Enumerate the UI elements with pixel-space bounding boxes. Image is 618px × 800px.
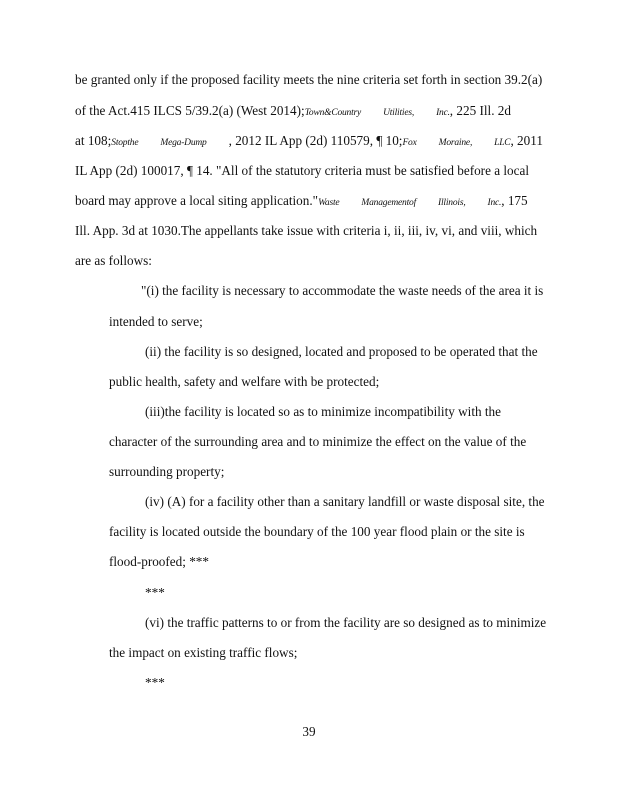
- page-number: 39: [302, 724, 316, 739]
- case-name-italic: Stopthe Mega-Dump: [111, 138, 207, 148]
- quote-line: facility is located outside the boundary of the 100 year flood plain or the site is: [109, 524, 525, 539]
- case-name-italic: Waste Managementof Illinois, Inc.: [318, 198, 502, 208]
- quote-line: intended to serve;: [109, 314, 203, 329]
- quote-line: "(i) the facility is necessary to accommodate the waste needs of the area it is: [141, 283, 544, 298]
- quote-line: surrounding property;: [109, 464, 225, 479]
- ellipsis-stars: ***: [145, 675, 165, 690]
- text-line: be granted only if the proposed facility meets the nine criteria set forth in section 39.2(a): [75, 72, 543, 87]
- quote-line: character of the surrounding area and to minimize the effect on the value of the: [109, 434, 527, 449]
- text-line: are as follows:: [75, 253, 152, 268]
- quote-line: (iii)the facility is located so as to minimize incompatibility with the: [145, 404, 501, 419]
- text-line: Ill. App. 3d at 1030.The appellants take issue with criteria i, ii, iii, iv, vi, and viii, which: [75, 223, 538, 238]
- quote-line: public health, safety and welfare with be protected;: [109, 374, 380, 389]
- case-name-italic: Town&Country Utilities, Inc.: [304, 108, 450, 118]
- case-name-italic: Fox Moraine, LLC: [402, 138, 511, 148]
- quote-line: the impact on existing traffic flows;: [109, 645, 298, 660]
- text-line: board may approve a local siting application."Waste Managementof Illinois, Inc., 175: [75, 193, 528, 208]
- text-line: IL App (2d) 100017, ¶ 14. "All of the statutory criteria must be satisfied before a local: [75, 163, 529, 178]
- quote-line: (ii) the facility is so designed, located and proposed to be operated that the: [145, 344, 538, 359]
- quote-line: (iv) (A) for a facility other than a sanitary landfill or waste disposal site, the: [145, 494, 545, 509]
- quote-line: (vi) the traffic patterns to or from the facility are so designed as to minimize: [145, 615, 547, 630]
- quote-line: flood-proofed; ***: [109, 554, 209, 569]
- ellipsis-stars: ***: [145, 585, 165, 600]
- text-line: of the Act.415 ILCS 5/39.2(a) (West 2014);Town&Country Utilities, Inc., 225 Ill. 2d: [75, 103, 511, 118]
- text-line: at 108;Stopthe Mega-Dump , 2012 IL App (2d) 110579, ¶ 10;Fox Moraine, LLC, 2011: [75, 133, 543, 148]
